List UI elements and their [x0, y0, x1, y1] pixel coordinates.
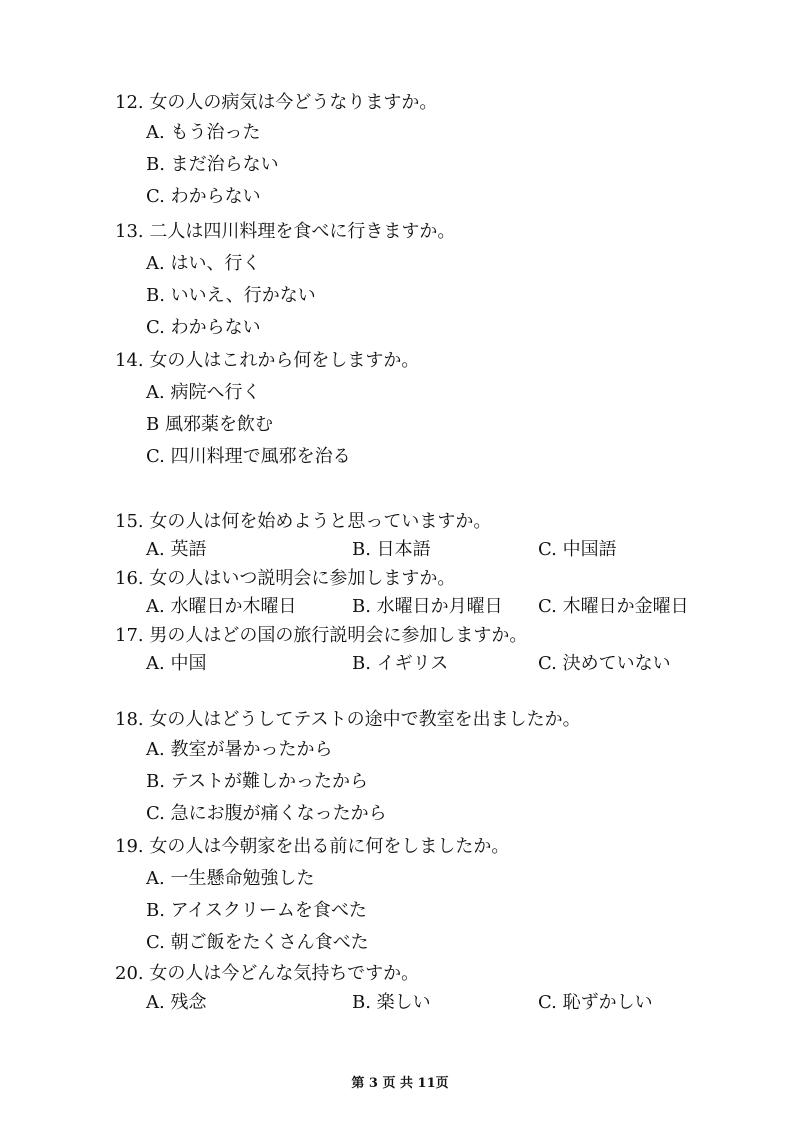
question-15: 15. 女の人は何を始めようと思っていますか。 — [115, 511, 492, 532]
question-14: 14. 女の人はこれから何をしますか。 — [115, 350, 420, 371]
page-number: 第 3 页 共 11页 — [351, 1076, 449, 1091]
q19-option-c: C. 朝ご飯をたくさん食べた — [146, 932, 369, 953]
q17-option-c: C. 決めていない — [538, 653, 671, 674]
q12-option-b: B. まだ治らない — [146, 154, 279, 175]
q19-option-b: B. アイスクリームを食べた — [146, 900, 367, 921]
q13-option-c: C. わからない — [146, 317, 261, 338]
question-19: 19. 女の人は今朝家を出る前に何をしましたか。 — [115, 836, 510, 857]
q18-option-a: A. 教室が暑かったから — [146, 739, 333, 760]
q15-option-b: B. 日本語 — [352, 539, 431, 560]
q16-option-a: A. 水曜日か木曜日 — [146, 596, 297, 617]
q20-option-b: B. 楽しい — [352, 992, 431, 1013]
question-18: 18. 女の人はどうしてテストの途中で教室を出ましたか。 — [115, 709, 581, 730]
q13-option-b: B. いいえ、行かない — [146, 285, 316, 306]
q15-option-a: A. 英語 — [146, 539, 207, 560]
q19-option-a: A. 一生懸命勉強した — [146, 868, 315, 889]
q13-option-a: A. はい、行く — [146, 253, 261, 274]
question-17: 17. 男の人はどの国の旅行説明会に参加しますか。 — [115, 625, 528, 646]
q16-option-b: B. 水曜日か月曜日 — [352, 596, 503, 617]
q18-option-b: B. テストが難しかったから — [146, 771, 368, 792]
q17-option-b: B. イギリス — [352, 653, 449, 674]
q12-option-a: A. もう治った — [146, 122, 261, 143]
q15-option-c: C. 中国語 — [538, 539, 617, 560]
q18-option-c: C. 急にお腹が痛くなったから — [146, 803, 387, 824]
q14-option-a: A. 病院へ行く — [146, 382, 261, 403]
q17-option-a: A. 中国 — [146, 653, 207, 674]
q14-option-c: C. 四川料理で風邪を治る — [146, 446, 351, 467]
q20-option-c: C. 恥ずかしい — [538, 992, 653, 1013]
question-12: 12. 女の人の病気は今どうなりますか。 — [115, 92, 438, 113]
question-20: 20. 女の人は今どんな気持ちですか。 — [115, 963, 420, 984]
q20-option-a: A. 残念 — [146, 992, 207, 1013]
question-16: 16. 女の人はいつ説明会に参加しますか。 — [115, 568, 456, 589]
q16-option-c: C. 木曜日か金曜日 — [538, 596, 689, 617]
q12-option-c: C. わからない — [146, 186, 261, 207]
question-13: 13. 二人は四川料理を食べに行きますか。 — [115, 221, 456, 242]
q14-option-b: B 風邪薬を飲む — [146, 414, 273, 435]
